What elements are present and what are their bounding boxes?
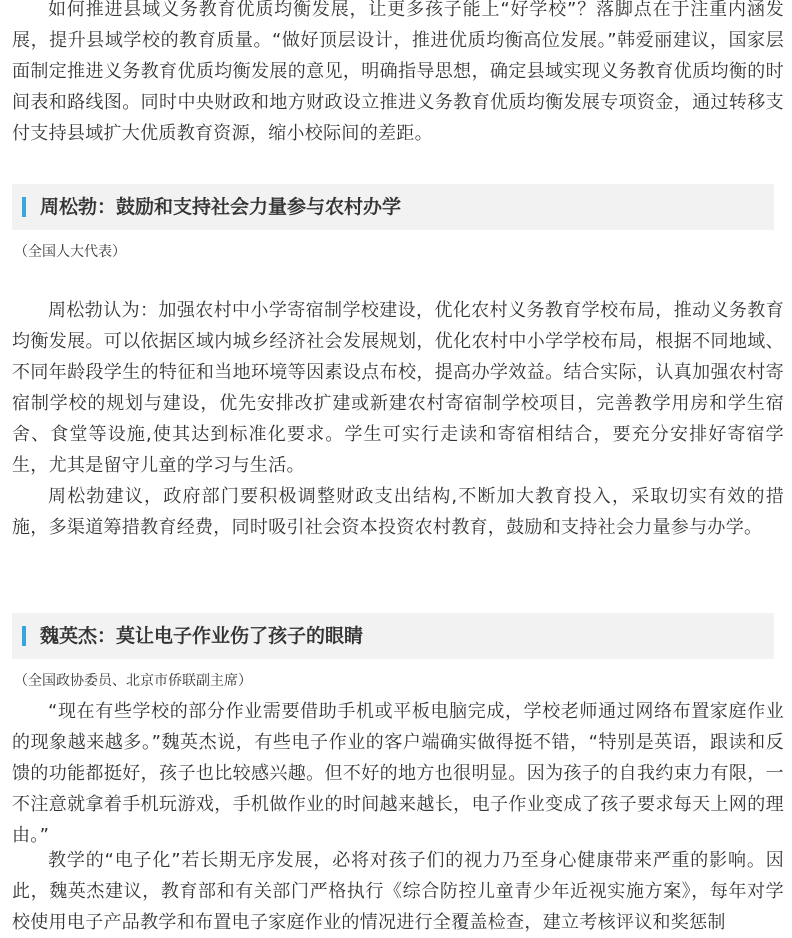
body-paragraph: “现在有些学校的部分作业需要借助手机或平板电脑完成，学校老师通过网络布置家庭作业的现象越来越多。”魏英杰说，有些电子作业的客户端确实做得挺不错，“特别是英语，跟读和反馈的功能都挺好，孩子也比较感兴趣。但不好的地方也很明显。因为孩子的自我约束力有限，一不注意就拿着手机玩游戏，手机做作业的时间越来越长，电子作业变成了孩子要求每天上网的理由。” [12, 701, 784, 846]
heading-accent-bar [22, 197, 26, 217]
heading-accent-bar [22, 626, 26, 646]
section-heading-wei [12, 613, 774, 659]
speaker-affiliation: （全国人大代表） [14, 244, 126, 260]
body-paragraph: 教学的“电子化”若长期无序发展，必将对孩子们的视力乃至身心健康带来严重的影响。因此，魏英杰建议，教育部和有关部门严格执行《综合防控儿童青少年近视实施方案》，每年对学校使用电子产品教学和布置电子家庭作业的情况进行全覆盖检查，建立考核评议和奖惩制 [12, 850, 784, 933]
body-paragraph: 周松勃建议，政府部门要积极调整财政支出结构,不断加大教育投入，采取切实有效的措施，多渠道筹措教育经费，同时吸引社会资本投资农村教育，鼓励和支持社会力量参与办学。 [12, 486, 784, 538]
intro-paragraph: 如何推进县域义务教育优质均衡发展，让更多孩子能上“好学校”？落脚点在于注重内涵发展，提升县域学校的教育质量。“做好顶层设计，推进优质均衡高位发展。”韩爱丽建议，国家层面制定推进义务教育优质均衡发展的意见，明确指导思想，确定县域实现义务教育优质均衡的时间表和路线图。同时中央财政和地方财政设立推进义务教育优质均衡发展专项资金，通过转移支付支持县域扩大优质教育资源，缩小校际间的差距。 [12, 0, 784, 144]
section-title: 魏英杰：莫让电子作业伤了孩子的眼睛 [40, 625, 364, 647]
section-heading-zhou [12, 184, 774, 230]
section-title: 周松勃：鼓励和支持社会力量参与农村办学 [40, 196, 402, 218]
body-paragraph: 周松勃认为：加强农村中小学寄宿制学校建设，优化农村义务教育学校布局，推动义务教育均衡发展。可以依据区域内城乡经济社会发展规划，优化农村中小学学校布局，根据不同地域、不同年龄段学生的特征和当地环境等因素设点布校，提高办学效益。结合实际，认真加强农村寄宿制学校的规划与建设，优先安排改扩建或新建农村寄宿制学校项目，完善教学用房和学生宿舍、食堂等设施,使其达到标准化要求。学生可实行走读和寄宿相结合，要充分安排好寄宿学生，尤其是留守儿童的学习与生活。 [12, 300, 784, 476]
speaker-affiliation: （全国政协委员、北京市侨联副主席） [14, 673, 252, 689]
